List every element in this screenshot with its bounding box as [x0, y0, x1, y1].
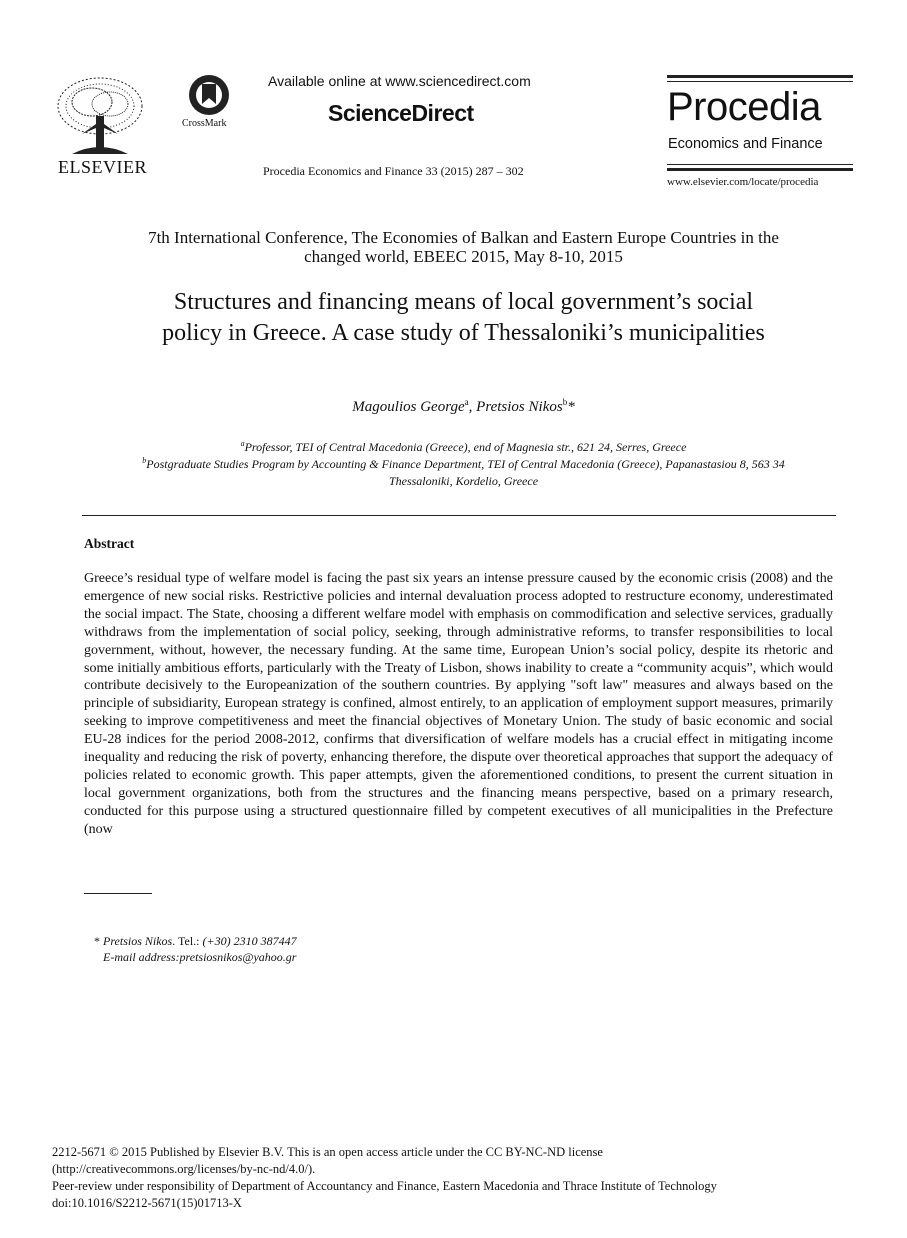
- affiliation-a-text: Professor, TEI of Central Macedonia (Greece), end of Magnesia str., 621 24, Serres, Greece: [244, 440, 687, 454]
- author-2-affil: b: [562, 397, 568, 407]
- abstract-text: Greece’s residual type of welfare model is facing the past six years an intense pressure caused by the economic crisis (2008) and the emergence of new social risks. Restrictive policies and internal devaluation process adopted to restructure economy, underestimated the social impact. The State, choosing a different welfare model with emphasis on commodification and selective services, gradually withdraws from the implementation of social policy, seeking, through administrative reforms, to transfer responsibilities to local government, without, however, the necessary funding. At the same time, European Union’s social policy, despite its rhetoric and some initially ambitious efforts, particularly with the Treaty of Lisbon, shows inability to create a “community acquis”, which would contribute decisively to the Europeanization of the southern countries. By applying "soft law" measures and always based on the principle of subsidiarity, European strategy is confined, almost entirely, to an application of employment support measures, primarily seeking to improve competitiveness and meet the financial objectives of Monetary Union. The study of basic economic and social EU-28 indices for the period 2008-2012, confirms that diversification of welfare models has a crucial effect in mitigating income inequality and reducing the risk of poverty, enhancing therefore, the dispute over theoretical approaches that support the adequacy of policies related to economic growth. This paper attempts, given the aforementioned conditions, to present the current situation in local government organizations, both from the structures and the financing means perspective, based on a primary research, conducted for this purpose using a structured questionnaire filled by competent executives of all municipalities in the Prefecture (now: [84, 571, 833, 837]
- footnote-mark: *: [94, 934, 103, 948]
- conference-name: [80, 228, 847, 266]
- authors: [80, 397, 847, 416]
- affiliation-b-line-1: Postgraduate Studies Program by Accounting & Finance Department, TEI of Central Macedonia (Greece), Papanastasiou 8, 563 34: [146, 457, 785, 471]
- affiliation-b-mark: b: [142, 456, 147, 465]
- crossmark-label: CrossMark: [182, 118, 227, 129]
- sciencedirect-logo[interactable]: ScienceDirect: [328, 100, 474, 126]
- footnote-tel-label: . Tel.:: [172, 934, 203, 948]
- procedia-subtitle: Economics and Finance: [668, 136, 823, 152]
- author-1: Magoulios George: [352, 399, 465, 415]
- footnote-author: Pretsios Nikos: [103, 934, 173, 948]
- affiliation-b: [80, 452, 847, 490]
- elsevier-tree-icon: [52, 74, 148, 156]
- copyright-line: 2212-5671 © 2015 Published by Elsevier B.V. This is an open access article under the CC BY-NC-ND license: [52, 1145, 603, 1159]
- procedia-rule-bottom-thin: [667, 164, 853, 165]
- procedia-title: Procedia: [667, 85, 821, 129]
- header-divider: [82, 515, 836, 516]
- footnote-tel: (+30) 2310 387447: [202, 934, 297, 948]
- corresponding-mark: *: [567, 399, 575, 415]
- conference-line-1: 7th International Conference, The Economies of Balkan and Eastern Europe Countries in the: [148, 228, 779, 247]
- footnote-divider: [84, 893, 152, 894]
- procedia-rule-top: [667, 75, 853, 78]
- footnote-contact: [94, 934, 297, 949]
- affiliation-a-mark: a: [240, 439, 245, 448]
- available-online: Available online at www.sciencedirect.com: [268, 73, 531, 89]
- doi[interactable]: doi:10.1016/S2212-5671(15)01713-X: [52, 1196, 242, 1210]
- abstract-heading: Abstract: [84, 536, 135, 551]
- journal-reference: Procedia Economics and Finance 33 (2015) 287 – 302: [263, 164, 524, 178]
- author-2: Pretsios Nikos: [476, 399, 563, 415]
- procedia-rule-top-thin: [667, 81, 853, 82]
- paper-title: [80, 287, 847, 349]
- license-link[interactable]: (http://creativecommons.org/licenses/by-nc-nd/4.0/).: [52, 1162, 316, 1176]
- elsevier-wordmark: ELSEVIER: [58, 157, 147, 177]
- footnote-email[interactable]: E-mail address:pretsiosnikos@yahoo.gr: [103, 950, 297, 964]
- procedia-rule-bottom: [667, 168, 853, 171]
- affiliation-b-line-2: Thessaloniki, Kordelio, Greece: [388, 474, 539, 488]
- crossmark-icon: [184, 74, 234, 118]
- peer-review-line: Peer-review under responsibility of Department of Accountancy and Finance, Eastern Macedonia and Thrace Institute of Technology: [52, 1179, 717, 1193]
- title-line-2: policy in Greece. A case study of Thessaloniki’s municipalities: [162, 320, 765, 346]
- title-line-1: Structures and financing means of local government’s social: [173, 289, 754, 315]
- author-separator: ,: [468, 399, 477, 415]
- conference-line-2: changed world, EBEEC 2015, May 8-10, 2015: [304, 247, 623, 266]
- author-1-affil: a: [464, 397, 469, 407]
- procedia-url[interactable]: www.elsevier.com/locate/procedia: [667, 176, 819, 188]
